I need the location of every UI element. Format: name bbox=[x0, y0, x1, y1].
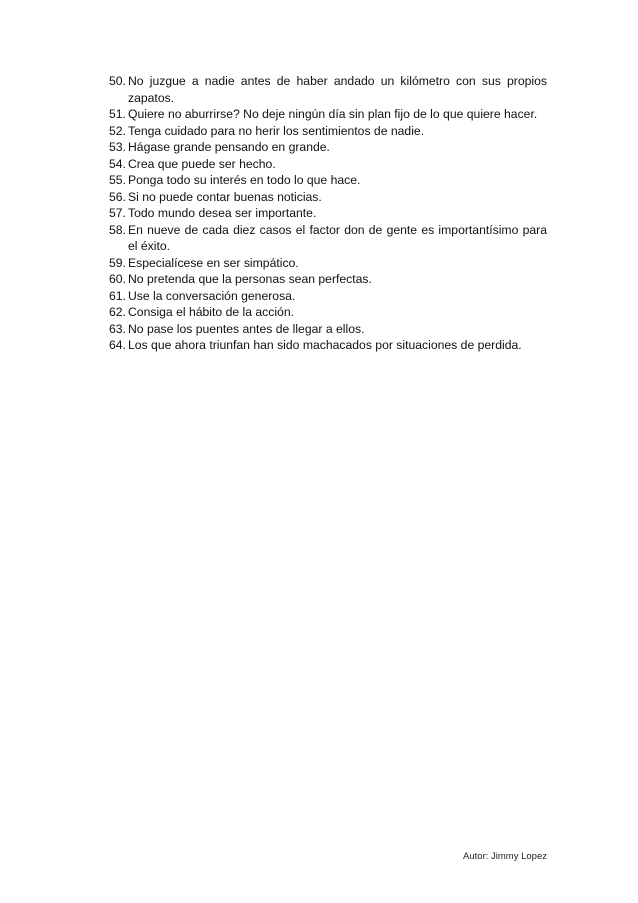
list-item bbox=[109, 337, 547, 354]
list-item bbox=[109, 288, 547, 305]
item-text: Si no puede contar buenas noticias. bbox=[128, 189, 322, 204]
item-number: 63. bbox=[109, 321, 126, 336]
item-text: Los que ahora triunfan han sido machacados por situaciones de perdida. bbox=[128, 338, 522, 352]
list-item bbox=[109, 189, 547, 206]
item-number: 60. bbox=[109, 272, 126, 286]
list-item bbox=[109, 271, 547, 288]
item-number: 57. bbox=[109, 206, 126, 220]
footer-author: Autor: Jimmy Lopez bbox=[463, 851, 547, 862]
list-item bbox=[109, 106, 547, 123]
item-number: 51. bbox=[109, 107, 126, 121]
item-text: Hágase grande pensando en grande. bbox=[128, 140, 330, 154]
item-number: 50. bbox=[109, 74, 126, 88]
list-item bbox=[109, 321, 547, 338]
item-text: No pase los puentes antes de llegar a ellos. bbox=[128, 321, 365, 336]
document-content bbox=[109, 73, 547, 354]
item-number: 55. bbox=[109, 173, 126, 187]
item-text: Consiga el hábito de la acción. bbox=[128, 305, 294, 319]
item-text: Quiere no aburrirse? No deje ningún día sin plan fijo de lo que quiere hacer. bbox=[128, 107, 538, 121]
item-text: Especialícese en ser simpático. bbox=[128, 255, 299, 270]
list-item bbox=[109, 172, 547, 189]
item-text: Tenga cuidado para no herir los sentimientos de nadie. bbox=[128, 123, 425, 138]
list-item bbox=[109, 156, 547, 173]
item-number: 61. bbox=[109, 288, 126, 303]
item-number: 53. bbox=[109, 140, 126, 154]
list-item bbox=[109, 255, 547, 272]
list-item bbox=[109, 123, 547, 140]
list-item bbox=[109, 73, 547, 106]
item-text: Use la conversación generosa. bbox=[128, 288, 296, 303]
list-item bbox=[109, 222, 547, 255]
item-text: Crea que puede ser hecho. bbox=[128, 156, 276, 171]
list-item bbox=[109, 304, 547, 321]
item-text: No juzgue a nadie antes de haber andado un kilómetro con sus propios zapatos. bbox=[128, 74, 547, 105]
item-number: 52. bbox=[109, 123, 126, 138]
item-text: Ponga todo su interés en todo lo que hace. bbox=[128, 173, 361, 187]
item-number: 58. bbox=[109, 222, 126, 237]
item-text: En nueve de cada diez casos el factor don de gente es importantísimo para el éxito. bbox=[128, 222, 547, 253]
item-text: Todo mundo desea ser importante. bbox=[128, 206, 317, 220]
numbered-list bbox=[109, 73, 547, 354]
item-number: 54. bbox=[109, 156, 126, 171]
list-item bbox=[109, 139, 547, 156]
item-number: 59. bbox=[109, 255, 126, 270]
list-item bbox=[109, 205, 547, 222]
item-text: No pretenda que la personas sean perfectas. bbox=[128, 272, 372, 286]
item-number: 62. bbox=[109, 305, 126, 319]
item-number: 56. bbox=[109, 189, 126, 204]
item-number: 64. bbox=[109, 338, 126, 352]
